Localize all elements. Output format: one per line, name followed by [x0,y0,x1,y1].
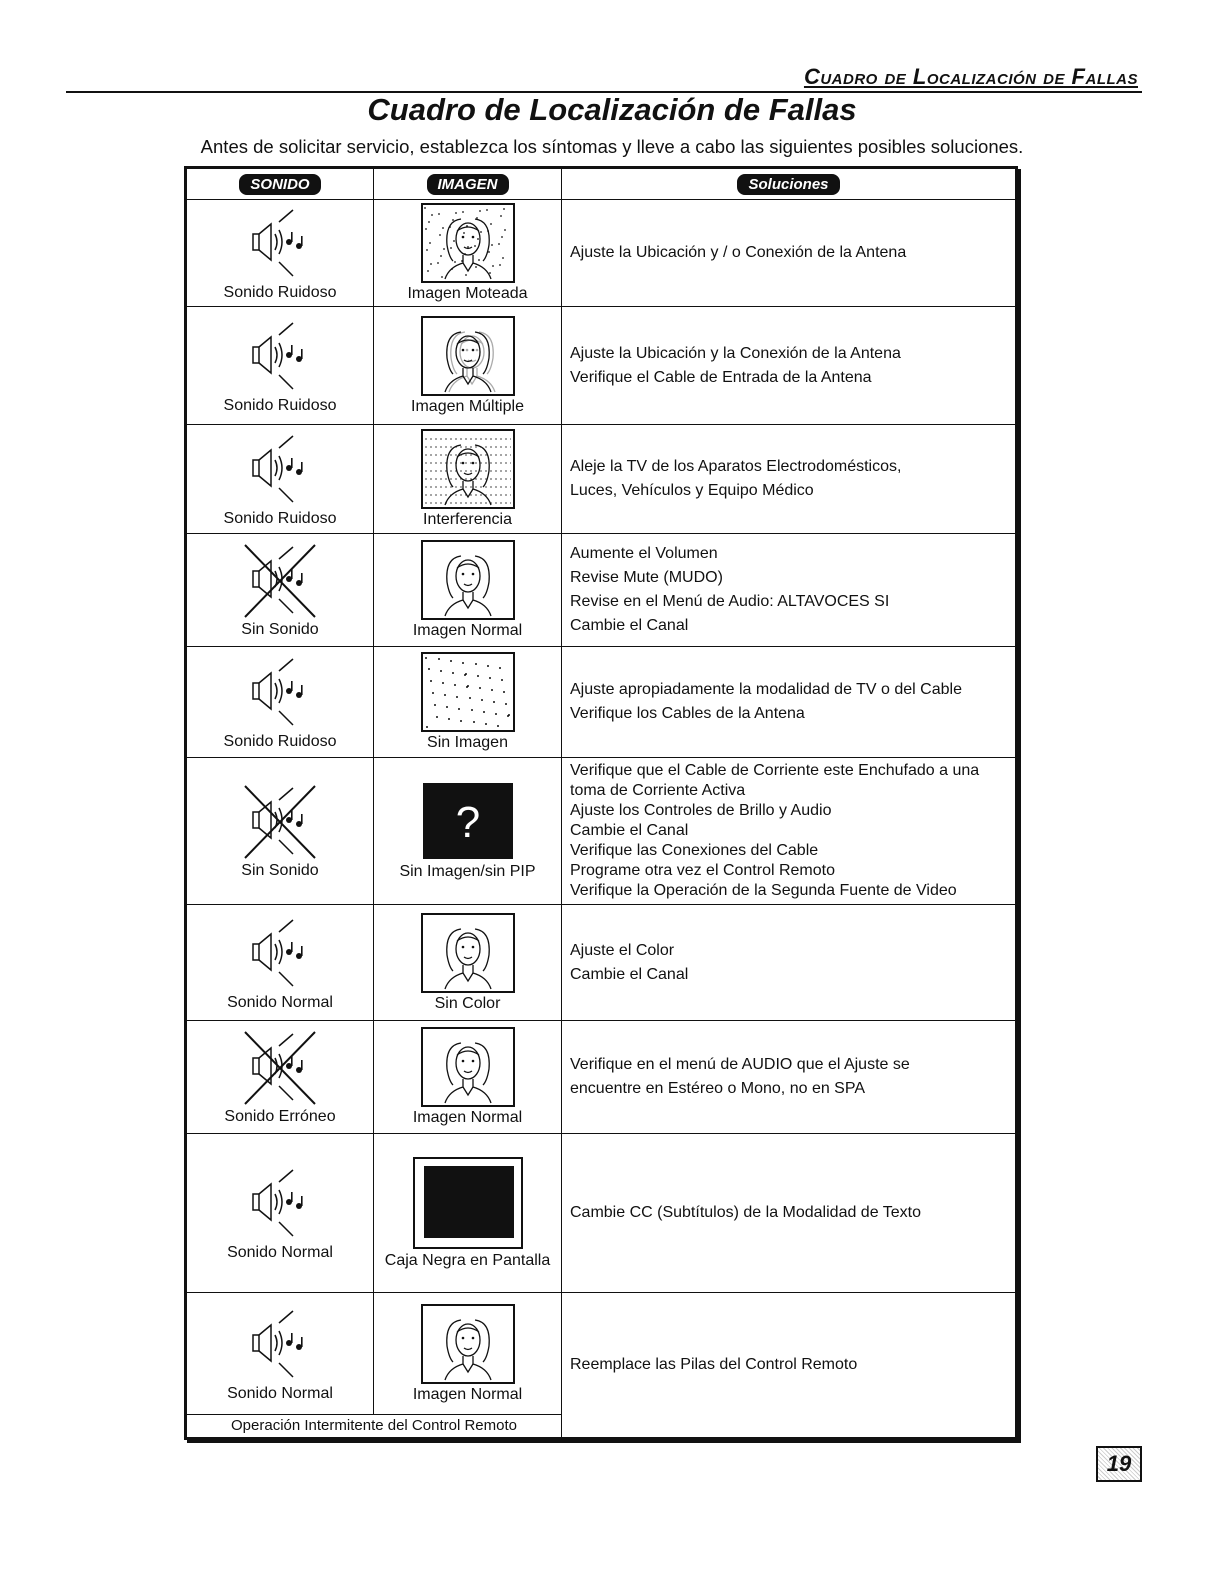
solution-item: Aleje la TV de los Aparatos Electrodomésticos, [570,457,902,475]
solution-item: Luces, Vehículos y Equipo Médico [570,481,814,499]
table-row [187,646,1016,757]
solution-item: Cambie CC (Subtítulos) de la Modalidad de Texto [570,1204,921,1222]
solutions-cell [562,424,1016,533]
speaker-crossed-icon [187,541,373,619]
sound-cell [187,307,374,424]
solution-item: Cambie el Canal [570,822,689,840]
solution-item: Revise Mute (MUDO) [570,568,723,586]
column-header-sound: SONIDO [187,169,374,200]
speaker-icon [187,653,373,731]
tv-normal-icon [374,1027,561,1107]
image-cell [374,200,562,307]
tv-normal-icon [374,540,561,620]
image-cell [374,1020,562,1133]
solution-item: Verifique las Conexiones del Cable [570,842,819,860]
table-row [187,424,1016,533]
image-label: Caja Negra en Pantalla [384,1252,551,1270]
table-row [187,307,1016,424]
table-row [187,1293,1016,1414]
sound-cell [187,905,374,1020]
solutions-cell [562,646,1016,757]
footer-note: Operación Intermitente del Control Remoto [187,1414,562,1437]
column-header-image: IMAGEN [374,169,562,200]
image-cell [374,646,562,757]
table-row [187,1020,1016,1133]
image-label: Imagen Normal [412,621,523,639]
solution-item: Verifique que el Cable de Corriente este Enchufado a una toma de Corriente Activa [570,762,980,800]
solution-item: Ajuste los Controles de Brillo y Audio [570,802,832,820]
solutions-cell [562,757,1016,905]
sound-label: Sonido Erróneo [224,1107,336,1125]
speaker-icon [187,1305,373,1383]
solution-item: Ajuste el Color [570,941,675,959]
sound-label: Sonido Normal [227,993,333,1011]
solution-item: Programe otra vez el Control Remoto [570,862,835,880]
image-cell [374,1293,562,1414]
tv-normal-icon [374,913,561,993]
image-cell [374,1133,562,1293]
table-row [187,533,1016,646]
solution-item: Reemplace las Pilas del Control Remoto [570,1356,858,1374]
column-header-solutions: Soluciones [562,169,1016,200]
image-cell [374,533,562,646]
image-label: Sin Imagen/sin PIP [399,863,536,881]
speaker-icon [187,317,373,395]
sound-cell [187,424,374,533]
sound-label: Sonido Ruidoso [223,732,337,750]
sound-cell [187,646,374,757]
speaker-crossed-icon [187,782,373,860]
table-row [187,757,1016,905]
sound-cell [187,200,374,307]
speaker-icon [187,914,373,992]
sound-label: Sonido Ruidoso [223,396,337,414]
troubleshooting-table [184,166,1018,1440]
sound-label: Sonido Normal [227,1244,333,1262]
solutions-cell [562,307,1016,424]
sound-cell [187,533,374,646]
sound-label: Sonido Normal [227,1384,333,1402]
table-header-row [187,169,1016,200]
solutions-cell [562,533,1016,646]
sound-cell [187,757,374,905]
image-label: Sin Imagen [427,733,508,751]
image-cell [374,424,562,533]
tv-snow-icon [374,652,561,732]
solutions-cell [562,905,1016,1020]
sound-label: Sin Sonido [241,620,319,638]
sound-label: Sin Sonido [241,862,319,880]
intro-text: Antes de solicitar servicio, establezca los síntomas y lleve a cabo las siguientes posibles soluciones. [200,136,1024,157]
table-row [187,200,1016,307]
solutions-cell [562,200,1016,307]
solution-item: encuentre en Estéreo o Mono, no en SPA [570,1079,866,1097]
table-row [187,1133,1016,1293]
sound-cell [187,1020,374,1133]
solution-item: Revise en el Menú de Audio: ALTAVOCES SI [570,592,890,610]
image-cell [374,905,562,1020]
solution-item: Cambie el Canal [570,616,689,634]
solutions-cell [562,1020,1016,1133]
tv-question-icon [374,781,561,861]
tv-interference-icon [374,429,561,509]
sound-cell [187,1293,374,1414]
image-cell [374,307,562,424]
solution-item: Verifique el Cable de Entrada de la Antena [570,368,872,386]
image-label: Interferencia [423,510,512,528]
svg-text:?: ? [455,798,480,848]
solution-item: Ajuste apropiadamente la modalidad de TV o del Cable [570,680,962,698]
section-header: Cuadro de Localización de Fallas [803,64,1138,89]
solution-item: Verifique los Cables de la Antena [570,704,805,722]
image-label: Imagen Moteada [407,285,528,303]
solution-item: Verifique la Operación de la Segunda Fuente de Video [570,882,957,900]
speaker-icon [187,430,373,508]
image-label: Sin Color [434,994,501,1012]
solution-item: Cambie el Canal [570,965,689,983]
solution-item: Verifique en el menú de AUDIO que el Ajuste se [570,1055,910,1073]
sound-label: Sonido Ruidoso [223,509,337,527]
solution-item: Aumente el Volumen [570,544,718,562]
image-label: Imagen Normal [412,1385,523,1403]
tv-multiple-icon [374,316,561,396]
image-cell [374,757,562,905]
image-label: Imagen Múltiple [411,397,524,415]
solution-item: Ajuste la Ubicación y / o Conexión de la Antena [570,244,907,262]
tv-black-box-icon [374,1156,561,1250]
tv-dotted-icon [374,203,561,283]
page-number: 19 [1096,1446,1142,1482]
speaker-icon [187,1164,373,1242]
solutions-cell [562,1133,1016,1293]
tv-normal-icon [374,1304,561,1384]
solutions-cell [562,1293,1016,1438]
table-row [187,905,1016,1020]
page-title: Cuadro de Localización de Fallas [367,92,857,127]
sound-cell [187,1133,374,1293]
speaker-crossed-icon [187,1028,373,1106]
speaker-icon [187,204,373,282]
solution-item: Ajuste la Ubicación y la Conexión de la Antena [570,344,901,362]
sound-label: Sonido Ruidoso [223,284,337,302]
image-label: Imagen Normal [412,1108,523,1126]
